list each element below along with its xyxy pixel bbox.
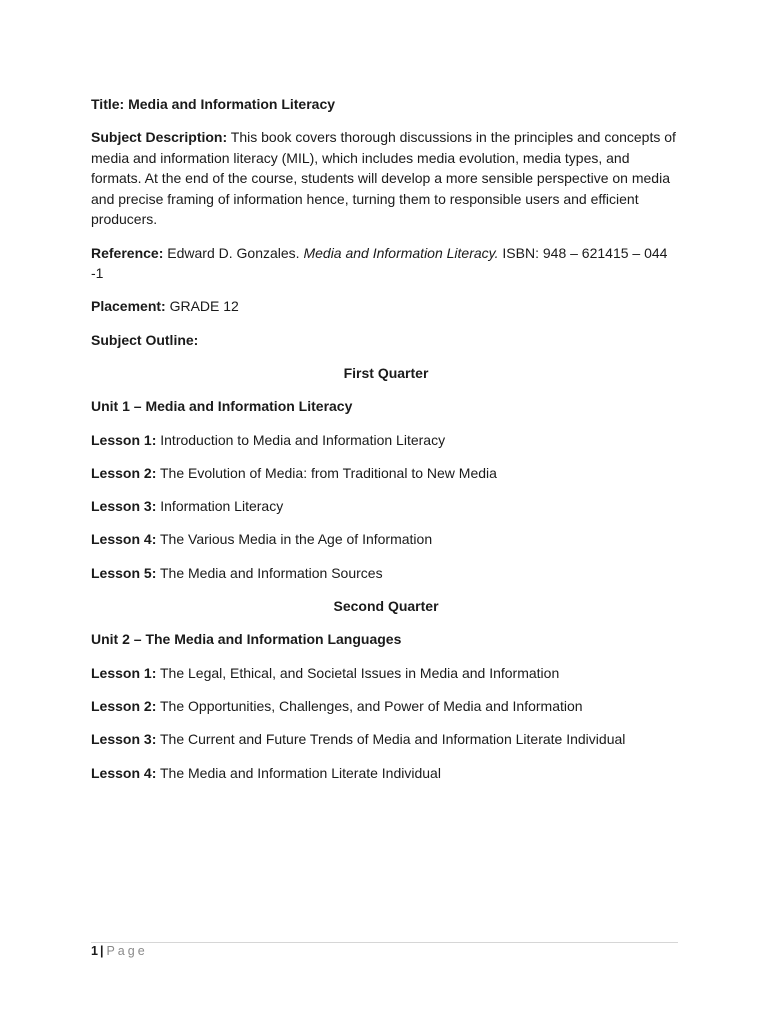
lesson-label: Lesson 2:	[91, 697, 157, 714]
lesson-title: The Legal, Ethical, and Societal Issues in Media and Information	[160, 664, 560, 681]
page-footer	[91, 943, 148, 959]
lesson-item	[91, 729, 681, 750]
subject-description-label: Subject Description:	[91, 129, 228, 146]
lesson-title: The Evolution of Media: from Traditional to New Media	[160, 464, 497, 481]
page-number: 1	[91, 944, 98, 958]
lesson-label: Lesson 3:	[91, 731, 157, 748]
placement-value: GRADE 12	[169, 298, 239, 315]
lesson-item	[91, 430, 681, 451]
lesson-title: Introduction to Media and Information Literacy	[160, 431, 446, 448]
lesson-label: Lesson 5:	[91, 564, 157, 581]
title-line	[91, 94, 681, 115]
lesson-title: The Media and Information Literate Individual	[160, 764, 441, 781]
lesson-item	[91, 496, 681, 517]
unit-heading: Unit 2 – The Media and Information Languages	[91, 631, 402, 648]
lesson-item	[91, 463, 681, 484]
lesson-item	[91, 696, 681, 717]
lesson-item	[91, 663, 681, 684]
page-label: Page	[106, 944, 148, 958]
quarter-heading: Second Quarter	[333, 598, 439, 615]
reference-author: Edward D. Gonzales.	[167, 244, 300, 261]
lesson-label: Lesson 3:	[91, 498, 157, 515]
document-body	[91, 94, 681, 796]
lesson-label: Lesson 1:	[91, 431, 157, 448]
placement-label: Placement:	[91, 298, 166, 315]
lesson-title: Information Literacy	[160, 498, 284, 515]
reference	[91, 243, 681, 284]
subject-description-text: This book covers thorough discussions in the principles and concepts of media and information literacy (MIL), which includes media evolution, media types, and formats. At the end of the course, students will develop a more sensible perspective on media and precise framing of information hence, turning them to responsible users and efficient producers.	[91, 129, 676, 228]
lesson-title: The Current and Future Trends of Media and Information Literate Individual	[160, 731, 626, 748]
lesson-item	[91, 563, 681, 584]
lesson-label: Lesson 2:	[91, 464, 157, 481]
lesson-item	[91, 529, 681, 550]
footer-divider	[91, 942, 678, 943]
unit-heading: Unit 1 – Media and Information Literacy	[91, 398, 353, 415]
lesson-title: The Media and Information Sources	[160, 564, 383, 581]
lesson-title: The Opportunities, Challenges, and Power of Media and Information	[160, 697, 583, 714]
subject-description	[91, 127, 681, 230]
footer-separator: |	[99, 944, 104, 958]
reference-isbn: ISBN: 948 – 621415 – 044 -1	[91, 244, 668, 282]
lesson-label: Lesson 1:	[91, 664, 157, 681]
title-label: Title:	[91, 96, 125, 112]
lesson-label: Lesson 4:	[91, 531, 157, 548]
placement	[91, 296, 681, 317]
subject-outline-label: Subject Outline:	[91, 331, 199, 348]
document-title: Media and Information Literacy	[128, 96, 336, 112]
reference-label: Reference:	[91, 244, 164, 261]
lesson-label: Lesson 4:	[91, 764, 157, 781]
reference-book-title: Media and Information Literacy.	[303, 244, 499, 261]
quarter-heading: First Quarter	[343, 364, 429, 381]
lesson-title: The Various Media in the Age of Information	[160, 531, 433, 548]
lesson-item	[91, 763, 681, 784]
